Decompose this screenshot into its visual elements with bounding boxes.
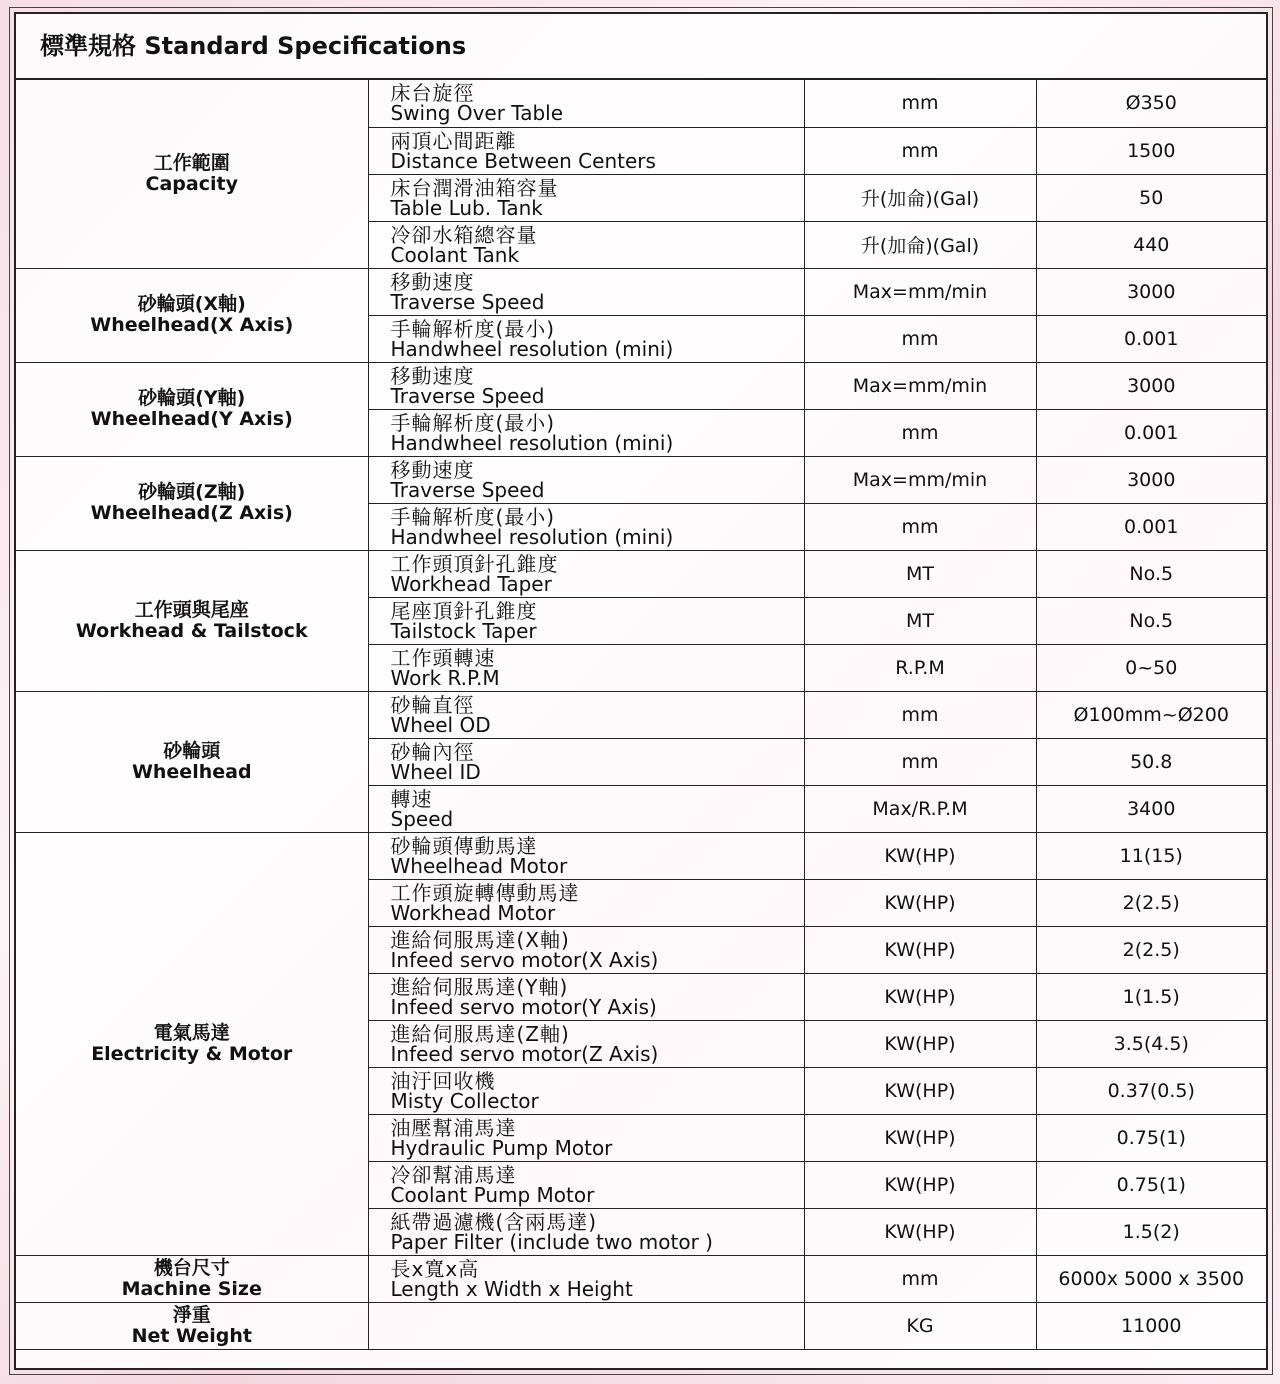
- item-en: Wheelhead Motor: [390, 853, 568, 878]
- item-zh: 工作頭頂針孔錐度: [390, 551, 559, 576]
- item-zh: 油汙回收機: [390, 1068, 496, 1093]
- item-zh: 轉速: [390, 786, 433, 811]
- unit-cell: mm: [804, 80, 1036, 127]
- item-cell: [368, 1161, 804, 1208]
- table-row: [16, 1255, 1266, 1302]
- item-cell: [368, 456, 804, 503]
- item-en: Traverse Speed: [390, 383, 545, 408]
- page-title: 標準規格 Standard Specifications: [16, 14, 1266, 80]
- category-zh: 砂輪頭(X軸): [137, 293, 246, 315]
- item-en: Distance Between Centers: [390, 148, 656, 173]
- item-cell: [368, 973, 804, 1020]
- item-en: Misty Collector: [390, 1088, 539, 1113]
- unit-cell: mm: [804, 315, 1036, 362]
- value-cell: No.5: [1036, 597, 1266, 644]
- item-cell: [368, 268, 804, 315]
- item-zh: 移動速度: [390, 457, 475, 482]
- item-zh: 移動速度: [390, 363, 475, 388]
- item-en: Hydraulic Pump Motor: [390, 1135, 613, 1160]
- value-cell: 11(15): [1036, 832, 1266, 879]
- table-row: [16, 832, 1266, 879]
- unit-cell: MT: [804, 550, 1036, 597]
- unit-cell: 升(加侖)(Gal): [804, 221, 1036, 268]
- item-en: Handwheel resolution (mini): [390, 524, 674, 549]
- item-zh: 冷卻水箱總容量: [390, 222, 538, 247]
- value-cell: 1.5(2): [1036, 1208, 1266, 1255]
- unit-cell: Max/R.P.M: [804, 785, 1036, 832]
- item-en: Wheel OD: [390, 712, 491, 737]
- value-cell: No.5: [1036, 550, 1266, 597]
- item-cell: [368, 879, 804, 926]
- category-cell: [16, 550, 368, 691]
- item-zh: 砂輪直徑: [390, 692, 475, 717]
- value-cell: 1500: [1036, 127, 1266, 174]
- unit-cell: R.P.M: [804, 644, 1036, 691]
- unit-cell: KW(HP): [804, 1114, 1036, 1161]
- item-cell: [368, 550, 804, 597]
- item-en: Coolant Pump Motor: [390, 1182, 595, 1207]
- item-en: Traverse Speed: [390, 289, 545, 314]
- value-cell: 11000: [1036, 1302, 1266, 1349]
- item-cell: [368, 221, 804, 268]
- category-zh: 砂輪頭(Z軸): [138, 481, 246, 503]
- table-row: [16, 550, 1266, 597]
- item-en: Infeed servo motor(Y Axis): [390, 994, 657, 1019]
- item-cell: [368, 503, 804, 550]
- item-en: Traverse Speed: [390, 477, 545, 502]
- value-cell: 440: [1036, 221, 1266, 268]
- category-en: Machine Size: [121, 1277, 262, 1300]
- unit-cell: KW(HP): [804, 1020, 1036, 1067]
- category-en: Wheelhead(Z Axis): [90, 502, 293, 524]
- unit-cell: KW(HP): [804, 1208, 1036, 1255]
- value-cell: 0.001: [1036, 503, 1266, 550]
- value-cell: 50.8: [1036, 738, 1266, 785]
- category-cell: [16, 691, 368, 832]
- item-cell: [368, 362, 804, 409]
- item-en: Infeed servo motor(Z Axis): [390, 1041, 659, 1066]
- item-zh: 油壓幫浦馬達: [390, 1115, 517, 1140]
- spec-table: [16, 80, 1266, 1350]
- unit-cell: mm: [804, 738, 1036, 785]
- item-en: Coolant Tank: [390, 242, 520, 267]
- item-zh: 工作頭轉速: [390, 645, 496, 670]
- value-cell: 2(2.5): [1036, 879, 1266, 926]
- unit-cell: KW(HP): [804, 926, 1036, 973]
- unit-cell: Max=mm/min: [804, 456, 1036, 503]
- item-en: Workhead Motor: [390, 900, 556, 925]
- item-zh: 進給伺服馬達(Z軸): [390, 1021, 570, 1046]
- item-zh: 進給伺服馬達(X軸): [390, 927, 570, 952]
- value-cell: 3.5(4.5): [1036, 1020, 1266, 1067]
- category-zh: 淨重: [172, 1303, 211, 1326]
- item-en: Paper Filter (include two motor ): [390, 1229, 713, 1254]
- value-cell: 3000: [1036, 456, 1266, 503]
- item-cell: [368, 644, 804, 691]
- value-cell: 1(1.5): [1036, 973, 1266, 1020]
- item-cell: [368, 1114, 804, 1161]
- unit-cell: mm: [804, 503, 1036, 550]
- item-zh: 冷卻幫浦馬達: [390, 1162, 517, 1187]
- item-cell: [368, 409, 804, 456]
- unit-cell: 升(加侖)(Gal): [804, 174, 1036, 221]
- value-cell: 0.001: [1036, 409, 1266, 456]
- unit-cell: KW(HP): [804, 879, 1036, 926]
- category-cell: [16, 1302, 368, 1349]
- item-zh: 手輪解析度(最小): [390, 410, 556, 435]
- table-row: [16, 80, 1266, 127]
- unit-cell: mm: [804, 691, 1036, 738]
- value-cell: 0~50: [1036, 644, 1266, 691]
- item-zh: 工作頭旋轉傳動馬達: [390, 880, 580, 905]
- category-cell: [16, 362, 368, 456]
- item-zh: 手輪解析度(最小): [390, 504, 556, 529]
- category-cell: [16, 80, 368, 268]
- unit-cell: Max=mm/min: [804, 268, 1036, 315]
- unit-cell: mm: [804, 127, 1036, 174]
- category-zh: 機台尺寸: [153, 1256, 230, 1279]
- value-cell: Ø350: [1036, 80, 1266, 127]
- item-cell: [368, 1302, 804, 1349]
- category-cell: [16, 1255, 368, 1302]
- item-cell: [368, 832, 804, 879]
- item-cell: [368, 1067, 804, 1114]
- unit-cell: KG: [804, 1302, 1036, 1349]
- category-zh: 電氣馬達: [153, 1021, 230, 1044]
- item-en: Workhead Taper: [390, 571, 552, 596]
- item-cell: [368, 738, 804, 785]
- value-cell: 0.001: [1036, 315, 1266, 362]
- category-en: Electricity & Motor: [91, 1042, 293, 1065]
- unit-cell: KW(HP): [804, 1067, 1036, 1114]
- unit-cell: KW(HP): [804, 973, 1036, 1020]
- table-row: [16, 691, 1266, 738]
- value-cell: 3400: [1036, 785, 1266, 832]
- item-en: Infeed servo motor(X Axis): [390, 947, 659, 972]
- category-en: Net Weight: [131, 1324, 252, 1347]
- item-zh: 長x寬x高: [390, 1256, 480, 1281]
- table-row: [16, 1302, 1266, 1349]
- item-zh: 移動速度: [390, 269, 475, 294]
- item-cell: [368, 315, 804, 362]
- unit-cell: KW(HP): [804, 832, 1036, 879]
- value-cell: 2(2.5): [1036, 926, 1266, 973]
- item-cell: [368, 1255, 804, 1302]
- category-en: Wheelhead: [131, 760, 252, 783]
- item-en: Handwheel resolution (mini): [390, 336, 674, 361]
- category-en: Capacity: [145, 172, 238, 195]
- value-cell: 3000: [1036, 362, 1266, 409]
- item-zh: 紙帶過濾機(含兩馬達): [390, 1209, 598, 1234]
- category-zh: 工作範圍: [153, 151, 230, 174]
- category-zh: 砂輪頭(Y軸): [138, 387, 246, 409]
- category-en: Wheelhead(X Axis): [90, 314, 294, 336]
- spec-sheet: [14, 12, 1268, 1370]
- item-cell: [368, 80, 804, 127]
- unit-cell: MT: [804, 597, 1036, 644]
- category-cell: [16, 268, 368, 362]
- value-cell: 0.75(1): [1036, 1114, 1266, 1161]
- item-cell: [368, 174, 804, 221]
- table-row: [16, 268, 1266, 315]
- table-row: [16, 456, 1266, 503]
- value-cell: 0.37(0.5): [1036, 1067, 1266, 1114]
- item-en: Handwheel resolution (mini): [390, 430, 674, 455]
- item-en: Table Lub. Tank: [390, 195, 543, 220]
- item-zh: 尾座頂針孔錐度: [390, 598, 538, 623]
- value-cell: 50: [1036, 174, 1266, 221]
- table-row: [16, 362, 1266, 409]
- item-en: Speed: [390, 806, 454, 831]
- item-zh: 手輪解析度(最小): [390, 316, 556, 341]
- item-en: Swing Over Table: [390, 101, 564, 126]
- category-en: Wheelhead(Y Axis): [90, 408, 293, 430]
- item-en: Length x Width x Height: [390, 1276, 633, 1301]
- item-en: Wheel ID: [390, 759, 481, 784]
- item-cell: [368, 926, 804, 973]
- item-zh: 床台潤滑油箱容量: [390, 175, 559, 200]
- unit-cell: mm: [804, 1255, 1036, 1302]
- category-cell: [16, 832, 368, 1255]
- category-en: Workhead & Tailstock: [75, 619, 308, 642]
- item-cell: [368, 691, 804, 738]
- value-cell: 6000x 5000 x 3500: [1036, 1255, 1266, 1302]
- unit-cell: Max=mm/min: [804, 362, 1036, 409]
- item-cell: [368, 1208, 804, 1255]
- value-cell: 0.75(1): [1036, 1161, 1266, 1208]
- value-cell: Ø100mm~Ø200: [1036, 691, 1266, 738]
- item-cell: [368, 127, 804, 174]
- item-cell: [368, 597, 804, 644]
- item-cell: [368, 785, 804, 832]
- value-cell: 3000: [1036, 268, 1266, 315]
- item-zh: 床台旋徑: [390, 81, 475, 106]
- item-cell: [368, 1020, 804, 1067]
- item-zh: 砂輪頭傳動馬達: [390, 833, 538, 858]
- item-en: Work R.P.M: [390, 665, 500, 690]
- item-zh: 兩頂心間距離: [390, 128, 517, 153]
- unit-cell: mm: [804, 409, 1036, 456]
- item-en: Tailstock Taper: [390, 618, 537, 643]
- unit-cell: KW(HP): [804, 1161, 1036, 1208]
- item-zh: 砂輪內徑: [390, 739, 475, 764]
- category-cell: [16, 456, 368, 550]
- category-zh: 工作頭與尾座: [134, 598, 249, 621]
- item-zh: 進給伺服馬達(Y軸): [390, 974, 569, 999]
- category-zh: 砂輪頭: [163, 739, 221, 762]
